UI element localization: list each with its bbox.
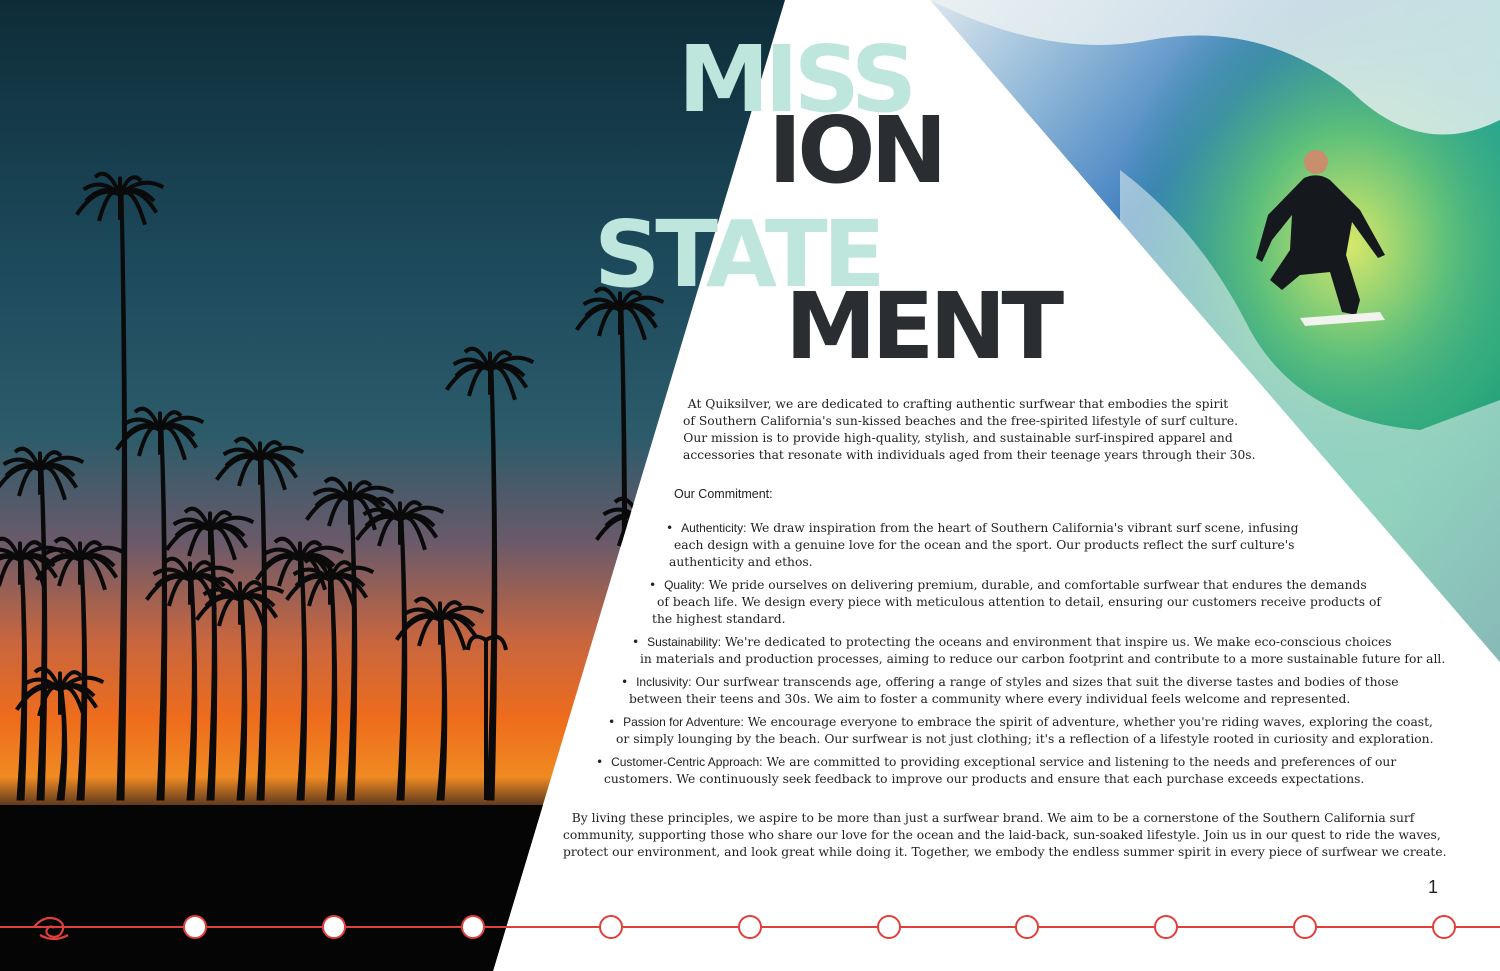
circle-node-icon bbox=[184, 916, 206, 938]
closing-line: By living these principles, we aspire to be more than just a surfwear brand. We aim to be a cornerstone of the Southern California surf bbox=[571, 811, 1415, 825]
circle-node-icon bbox=[600, 916, 622, 938]
commitment-item-sustainability: • Sustainability: We're dedicated to protecting the oceans and environment that inspire us. We make eco-conscious choices in materials and production processes, aiming to reduce our carbon footprint and contribute to a more sustainable future for all. bbox=[632, 635, 1446, 666]
circle-node-icon bbox=[1294, 916, 1316, 938]
circle-node-icon bbox=[739, 916, 761, 938]
timeline-bar bbox=[0, 905, 1500, 949]
commitment-item-inclusivity: • Inclusivity: Our surfwear transcends age, offering a range of styles and sizes that suit the diverse tastes and bodies of those between their teens and 30s. We aim to foster a community where every individual feels welcome and represented. bbox=[621, 675, 1399, 706]
commitment-label: Quality: bbox=[664, 578, 705, 592]
circle-node-icon bbox=[878, 916, 900, 938]
swirl-wave-icon bbox=[34, 918, 68, 939]
commitment-text: customers. We continuously seek feedback to improve our products and ensure that each purchase exceeds expectations. bbox=[604, 772, 1365, 786]
commitment-text: We pride ourselves on delivering premium, durable, and comfortable surfwear that endures the demands bbox=[708, 578, 1367, 592]
commitment-text: We're dedicated to protecting the oceans and environment that inspire us. We make eco-conscious choices bbox=[725, 635, 1392, 649]
commitment-label: Sustainability: bbox=[647, 635, 722, 649]
commitment-text: of beach life. We design every piece with meticulous attention to detail, ensuring our customers receive products of bbox=[657, 595, 1381, 609]
commitment-text: Our surfwear transcends age, offering a range of styles and sizes that suit the diverse tastes and bodies of those bbox=[695, 675, 1399, 689]
page-number: 1 bbox=[1428, 877, 1439, 897]
commitment-text: between their teens and 30s. We aim to foster a community where every individual feels welcome and represented. bbox=[629, 692, 1351, 706]
commitment-text: We draw inspiration from the heart of Southern California's vibrant surf scene, infusing bbox=[750, 521, 1299, 535]
closing-line: community, supporting those who share our love for the ocean and the laid-back, sun-soaked lifestyle. Join us in our quest to ride the waves, bbox=[563, 828, 1441, 842]
title-line-ment: MENT bbox=[785, 273, 1060, 380]
circle-node-icon bbox=[323, 916, 345, 938]
intro-line: of Southern California's sun-kissed beaches and the free-spirited lifestyle of surf culture. bbox=[683, 414, 1239, 428]
commitment-text: the highest standard. bbox=[652, 612, 786, 626]
commitment-heading: Our Commitment: bbox=[674, 487, 773, 501]
commitment-label: Customer-Centric Approach: bbox=[611, 755, 763, 769]
closing-paragraph bbox=[563, 810, 1447, 861]
circle-node-icon bbox=[1433, 916, 1455, 938]
commitment-text: We are committed to providing exceptional service and listening to the needs and preferences of our bbox=[766, 755, 1397, 769]
intro-paragraph bbox=[683, 396, 1256, 464]
commitment-label: Passion for Adventure: bbox=[623, 715, 744, 729]
commitment-item-customer-centric: • Customer-Centric Approach: We are committed to providing exceptional service and listening to the needs and preferences of our customers. We continuously seek feedback to improve our products and ensure that each purchase exceeds expectations. bbox=[596, 755, 1397, 786]
circle-node-icon bbox=[462, 916, 484, 938]
commitment-text: or simply lounging by the beach. Our surfwear is not just clothing; it's a reflection of a lifestyle rooted in curiosity and exploration. bbox=[616, 732, 1434, 746]
title-line-ion: ION bbox=[768, 97, 943, 204]
intro-line: accessories that resonate with individuals aged from their teenage years through their 30s. bbox=[683, 448, 1256, 462]
commitment-item-passion-for-adventure: • Passion for Adventure: We encourage everyone to embrace the spirit of adventure, whether you're riding waves, exploring the coast, or simply lounging by the beach. Our surfwear is not just clothing; it's a reflection of a lifestyle rooted in curiosity and exploration. bbox=[608, 715, 1434, 746]
commitment-text: authenticity and ethos. bbox=[669, 555, 813, 569]
title-line-state: STATE bbox=[594, 201, 881, 308]
commitment-item-authenticity: • Authenticity: We draw inspiration from the heart of Southern California's vibrant surf scene, infusing each design with a genuine love for the ocean and the sport. Our products reflect the surf culture's authenticity and ethos. bbox=[666, 521, 1299, 569]
intro-line: At Quiksilver, we are dedicated to crafting authentic surfwear that embodies the spirit bbox=[687, 397, 1229, 411]
commitment-text: in materials and production processes, aiming to reduce our carbon footprint and contribute to a more sustainable future for all. bbox=[640, 652, 1446, 666]
commitment-text: We encourage everyone to embrace the spirit of adventure, whether you're riding waves, exploring the coast, bbox=[747, 715, 1433, 729]
closing-line: protect our environment, and look great while doing it. Together, we embody the endless summer spirit in every piece of surfwear we create. bbox=[563, 845, 1447, 859]
commitment-text: each design with a genuine love for the ocean and the sport. Our products reflect the surf culture's bbox=[674, 538, 1295, 552]
intro-line: Our mission is to provide high-quality, stylish, and sustainable surf-inspired apparel and bbox=[683, 431, 1233, 445]
circle-node-icon bbox=[1016, 916, 1038, 938]
title-line-miss: MISS bbox=[678, 26, 913, 133]
commitment-item-quality: • Quality: We pride ourselves on delivering premium, durable, and comfortable surfwear that endures the demands of beach life. We design every piece with meticulous attention to detail, ensuring our customers receive products of the highest standard. bbox=[649, 578, 1381, 626]
commitment-label: Authenticity: bbox=[681, 521, 747, 535]
circle-node-icon bbox=[1155, 916, 1177, 938]
commitment-label: Inclusivity: bbox=[636, 675, 692, 689]
